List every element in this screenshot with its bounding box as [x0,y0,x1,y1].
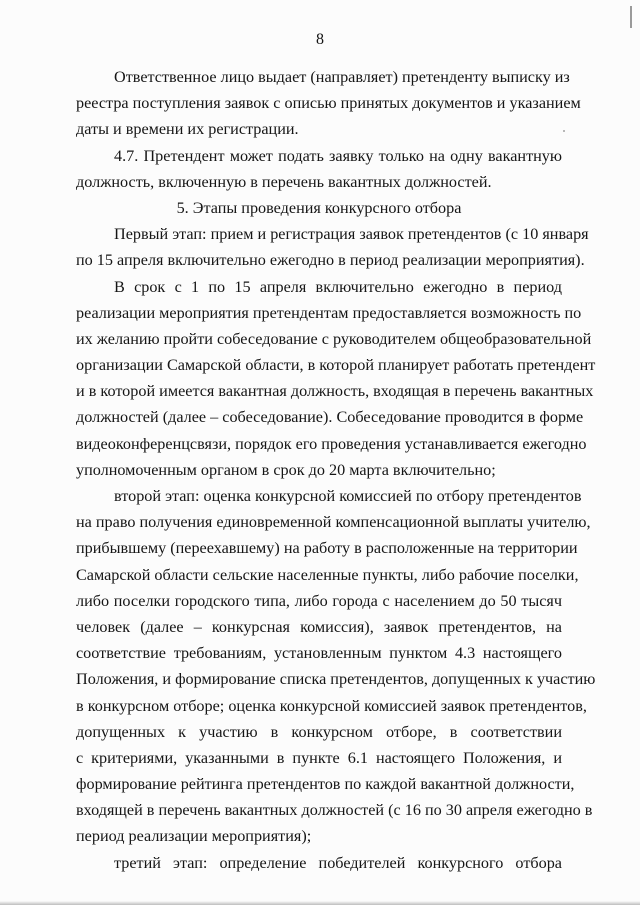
text-line: 4.7. Претендент может подать заявку только на одну вакантную [114,146,562,165]
text-line: даты и времени их регистрации. [76,120,299,139]
text-line: реализации мероприятия претендентам предоставляется возможность по [76,303,582,322]
text-line: Самарской области сельские населенные пункты, либо рабочие поселки, [76,565,579,584]
document-body [76,64,596,876]
paragraph-clause-4-7 [76,143,562,195]
text-line: период реализации мероприятия); [76,827,312,846]
text-line: человек (далее – конкурсная комиссия), заявок претендентов, на [76,617,562,636]
text-line: входящей в перечень вакантных должностей (с 16 по 30 апреля ежегодно в [76,801,593,820]
text-line: третий этап: определение победителей конкурсного отбора [114,853,562,872]
text-line: уполномоченным органом в срок до 20 марта включительно; [76,460,496,479]
text-line: прибывшему (переехавшему) на работу в расположенные на территории [76,539,578,558]
paragraph-issuance [76,64,581,143]
text-line: их желанию пройти собеседование с руководителем общеобразовательной [76,329,592,348]
text-line: должностей (далее – собеседование). Собеседование проводится в форме [76,408,584,427]
scan-speck [563,130,565,132]
text-line: формирование рейтинга претендентов по каждой вакантной должности, [76,775,575,794]
section-heading: 5. Этапы проведения конкурсного отбора [176,198,462,217]
paragraph-interview [76,274,596,484]
paragraph-second-stage [76,483,596,850]
text-line: организации Самарской области, в которой планирует работать претендент [76,356,596,375]
text-line: Первый этап: прием и регистрация заявок претендентов (с 10 января [114,225,589,244]
scan-edge-mark [630,6,632,28]
text-line: видеоконференцсвязи, порядок его проведения устанавливается ежегодно [76,434,587,453]
text-line: по 15 апреля включительно ежегодно в период реализации мероприятия). [76,251,585,270]
text-line: В срок с 1 по 15 апреля включительно ежегодно в период [114,277,562,296]
text-line: в конкурсном отборе; оценка конкурсной комиссией заявок претендентов, [76,696,587,715]
text-line: должность, включенную в перечень вакантных должностей. [76,172,492,191]
text-line: Ответственное лицо выдает (направляет) претенденту выписку из [114,68,570,86]
text-line: реестра поступления заявок с описью принятых документов и указанием [76,94,581,113]
paragraph-third-stage [76,850,562,876]
page-number: 8 [316,31,324,48]
text-line: Положения, и формирование списка претендентов, допущенных к участию [76,670,596,689]
text-line: и в которой имеется вакантная должность, входящая в перечень вакантных [76,382,594,401]
text-line: соответствие требованиям, установленным пунктом 4.3 настоящего [76,644,562,663]
text-line: на право получения единовременной компенсационной выплаты учителю, [76,513,591,532]
text-line: либо поселки городского типа, либо города с населением до 50 тысяч [76,591,562,610]
paragraph-first-stage [76,221,589,273]
text-line: с критериями, указанными в пункте 6.1 настоящего Положения, и [76,748,562,767]
page-bottom-edge [0,901,640,905]
text-line: второй этап: оценка конкурсной комиссией по отбору претендентов [114,487,582,505]
text-line: допущенных к участию в конкурсном отборе, в соответствии [76,722,562,741]
